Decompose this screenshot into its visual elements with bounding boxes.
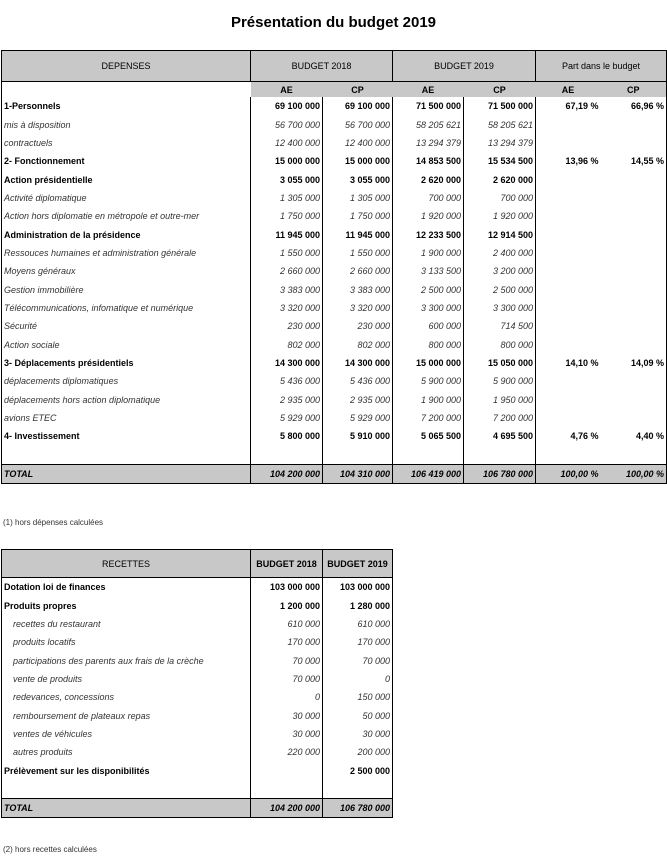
table-row (2, 743, 393, 761)
amount-cell: 30 000 (251, 725, 323, 743)
percent-cell: 100,00 % (601, 464, 667, 483)
row-label: TOTAL (2, 799, 251, 818)
table-row (2, 761, 393, 779)
row-label: Action sociale (2, 335, 251, 353)
amount-cell: 3 055 000 (323, 170, 393, 188)
amount-cell: 14 853 500 (393, 152, 464, 170)
amount-cell: 170 000 (251, 633, 323, 651)
amount-cell: 69 100 000 (251, 97, 323, 115)
amount-cell: 802 000 (323, 335, 393, 353)
row-label: contractuels (2, 134, 251, 152)
percent-cell (601, 372, 667, 390)
row-label: Sécurité (2, 317, 251, 335)
amount-cell: 2 935 000 (251, 391, 323, 409)
header-budget-2018: BUDGET 2018 (251, 51, 393, 82)
table-row (2, 335, 667, 353)
amount-cell: 610 000 (357, 618, 390, 629)
row-label: Action présidentielle (2, 170, 251, 188)
row-label: remboursement de plateaux repas (2, 706, 251, 724)
table-row (2, 262, 667, 280)
amount-cell: 71 500 000 (393, 97, 464, 115)
header-depenses: DEPENSES (2, 51, 251, 82)
amount-cell: 12 400 000 (323, 134, 393, 152)
total-row (2, 464, 667, 483)
percent-cell (536, 409, 601, 427)
table-row (2, 578, 393, 597)
header-budget-2018: BUDGET 2018 (251, 550, 323, 578)
footnote-recettes: (2) hors recettes calculées (3, 845, 97, 854)
amount-cell: 5 900 000 (393, 372, 464, 390)
percent-cell (601, 207, 667, 225)
table-row (2, 688, 393, 706)
amount-cell: 1 200 000 (251, 596, 323, 614)
amount-cell: 3 320 000 (251, 299, 323, 317)
amount-cell: 106 419 000 (393, 464, 464, 483)
percent-cell (601, 225, 667, 243)
amount-cell: 106 780 000 (464, 464, 536, 483)
amount-cell: 230 000 (323, 317, 393, 335)
amount-cell: 4 695 500 (464, 427, 536, 445)
amount-cell: 5 929 000 (323, 409, 393, 427)
amount-cell: 700 000 (393, 189, 464, 207)
amount-cell: 15 050 000 (464, 354, 536, 372)
percent-cell (601, 115, 667, 133)
row-label (2, 780, 251, 799)
amount-cell: 2 400 000 (464, 244, 536, 262)
amount-cell: 56 700 000 (251, 115, 323, 133)
percent-cell (536, 134, 601, 152)
amount-cell: 50 000 (362, 710, 390, 721)
amount-cell (251, 446, 323, 465)
amount-cell: 600 000 (393, 317, 464, 335)
table-row (2, 317, 667, 335)
percent-cell: 67,19 % (565, 101, 599, 112)
amount-cell: 14 300 000 (251, 354, 323, 372)
row-label: ventes de véhicules (2, 725, 251, 743)
percent-cell (601, 262, 667, 280)
amount-cell: 104 200 000 (251, 464, 323, 483)
percent-cell (536, 280, 601, 298)
amount-cell: 1 305 000 (323, 189, 393, 207)
row-label: Télécommunications, infomatique et numérique (2, 299, 251, 317)
percent-cell (536, 446, 601, 465)
amount-cell: 1 550 000 (251, 244, 323, 262)
percent-cell (601, 280, 667, 298)
amount-cell: 802 000 (251, 335, 323, 353)
header-part-budget: Part dans le budget (536, 51, 667, 82)
amount-cell (393, 446, 464, 465)
amount-cell: 2 500 000 (464, 280, 536, 298)
amount-cell (251, 761, 323, 779)
amount-cell: 7 200 000 (464, 409, 536, 427)
amount-cell: 13 294 379 (464, 134, 536, 152)
table-row (2, 207, 667, 225)
row-label: Gestion immobilière (2, 280, 251, 298)
percent-cell: 14,09 % (630, 357, 664, 368)
row-label: 4- Investissement (2, 427, 251, 445)
depenses-table (1, 50, 667, 484)
amount-cell: 3 055 000 (251, 170, 323, 188)
percent-cell: 13,96 % (565, 156, 599, 167)
percent-cell (536, 170, 601, 188)
table-row (2, 244, 667, 262)
row-label: produits locatifs (2, 633, 251, 651)
amount-cell: 1 950 000 (464, 391, 536, 409)
amount-cell: 170 000 (357, 637, 390, 648)
amount-cell: 71 500 000 (464, 97, 536, 115)
percent-cell (536, 335, 601, 353)
header-recettes: RECETTES (2, 550, 251, 578)
subheader-ae: AE (251, 82, 323, 98)
subheader-cp: CP (323, 82, 393, 98)
row-label: redevances, concessions (2, 688, 251, 706)
amount-cell: 1 900 000 (393, 244, 464, 262)
footnote-depenses: (1) hors dépenses calculées (3, 518, 104, 527)
amount-cell: 7 200 000 (393, 409, 464, 427)
amount-cell (251, 780, 323, 799)
percent-cell (536, 115, 601, 133)
amount-cell: 106 780 000 (323, 799, 393, 818)
amount-cell: 12 233 500 (393, 225, 464, 243)
percent-cell (536, 207, 601, 225)
table-row (2, 725, 393, 743)
amount-cell: 15 000 000 (323, 152, 393, 170)
amount-cell: 5 900 000 (464, 372, 536, 390)
amount-cell: 2 620 000 (464, 170, 536, 188)
row-label: Administration de la présidence (2, 225, 251, 243)
table-row (2, 596, 393, 614)
table-row (2, 651, 393, 669)
row-label: 2- Fonctionnement (2, 152, 251, 170)
amount-cell: 13 294 379 (393, 134, 464, 152)
amount-cell: 220 000 (251, 743, 323, 761)
amount-cell: 3 383 000 (323, 280, 393, 298)
percent-cell (601, 189, 667, 207)
percent-cell (536, 244, 601, 262)
amount-cell: 0 (251, 688, 323, 706)
row-label: Ressouces humaines et administration générale (2, 244, 251, 262)
row-label: 3- Déplacements présidentiels (2, 354, 251, 372)
amount-cell: 1 750 000 (323, 207, 393, 225)
percent-cell (536, 225, 601, 243)
table-row (2, 670, 393, 688)
row-label: vente de produits (2, 670, 251, 688)
amount-cell: 15 534 500 (464, 152, 536, 170)
table-row (2, 354, 667, 372)
table-row (2, 706, 393, 724)
subheader-blank (2, 82, 251, 98)
amount-cell: 3 300 000 (393, 299, 464, 317)
row-label: recettes du restaurant (2, 615, 251, 633)
amount-cell: 1 280 000 (349, 600, 390, 611)
row-label: 1-Personnels (2, 97, 251, 115)
amount-cell: 5 929 000 (251, 409, 323, 427)
percent-cell (536, 299, 601, 317)
amount-cell: 2 660 000 (251, 262, 323, 280)
row-label: Moyens généraux (2, 262, 251, 280)
amount-cell: 14 300 000 (323, 354, 393, 372)
amount-cell: 1 305 000 (251, 189, 323, 207)
row-label: Prélèvement sur les disponibilités (2, 761, 251, 779)
percent-cell: 66,96 % (630, 101, 664, 112)
amount-cell (323, 446, 393, 465)
amount-cell: 69 100 000 (323, 97, 393, 115)
percent-cell (536, 317, 601, 335)
amount-cell: 3 300 000 (464, 299, 536, 317)
amount-cell: 200 000 (357, 747, 390, 758)
table-row (2, 115, 667, 133)
amount-cell: 5 800 000 (251, 427, 323, 445)
percent-cell (601, 409, 667, 427)
table-row (2, 280, 667, 298)
amount-cell: 1 750 000 (251, 207, 323, 225)
amount-cell: 56 700 000 (323, 115, 393, 133)
table-row (2, 152, 667, 170)
amount-cell: 2 500 000 (393, 280, 464, 298)
subheader-cp: CP (464, 82, 536, 98)
amount-cell: 0 (384, 673, 390, 684)
amount-cell: 3 320 000 (323, 299, 393, 317)
amount-cell: 12 400 000 (251, 134, 323, 152)
amount-cell: 58 205 621 (393, 115, 464, 133)
amount-cell: 230 000 (251, 317, 323, 335)
amount-cell: 30 000 (362, 728, 390, 739)
percent-cell (536, 391, 601, 409)
row-label: avions ETEC (2, 409, 251, 427)
row-label: Dotation loi de finances (2, 578, 251, 597)
percent-cell (601, 391, 667, 409)
amount-cell: 5 436 000 (251, 372, 323, 390)
header-budget-2019: BUDGET 2019 (393, 51, 536, 82)
amount-cell: 15 000 000 (393, 354, 464, 372)
percent-cell (601, 299, 667, 317)
table-row (2, 134, 667, 152)
subheader-ae: AE (536, 82, 601, 98)
table-row (2, 391, 667, 409)
amount-cell: 11 945 000 (251, 225, 323, 243)
amount-cell: 103 000 000 (251, 578, 323, 597)
amount-cell: 12 914 500 (464, 225, 536, 243)
percent-cell: 100,00 % (536, 464, 601, 483)
percent-cell (601, 446, 667, 465)
amount-cell: 58 205 621 (464, 115, 536, 133)
table-row (2, 97, 667, 115)
table-row (2, 225, 667, 243)
amount-cell: 1 900 000 (393, 391, 464, 409)
table-row (2, 299, 667, 317)
percent-cell: 14,55 % (630, 156, 664, 167)
table-row (2, 170, 667, 188)
percent-cell (601, 244, 667, 262)
total-row (2, 799, 393, 818)
row-label (2, 446, 251, 465)
percent-cell (601, 317, 667, 335)
amount-cell: 800 000 (393, 335, 464, 353)
amount-cell: 2 620 000 (393, 170, 464, 188)
table-row (2, 446, 667, 465)
amount-cell: 1 920 000 (464, 207, 536, 225)
amount-cell: 800 000 (464, 335, 536, 353)
amount-cell: 103 000 000 (339, 582, 390, 593)
table-row (2, 409, 667, 427)
percent-cell (536, 189, 601, 207)
subheader-cp: CP (601, 82, 667, 98)
row-label: Produits propres (2, 596, 251, 614)
table-row (2, 189, 667, 207)
amount-cell: 714 500 (464, 317, 536, 335)
amount-cell: 610 000 (251, 615, 323, 633)
subheader-ae: AE (393, 82, 464, 98)
percent-cell: 4,40 % (635, 431, 664, 442)
percent-cell (601, 335, 667, 353)
amount-cell: 700 000 (464, 189, 536, 207)
table-row (2, 427, 667, 445)
amount-cell: 150 000 (357, 692, 390, 703)
amount-cell: 70 000 (251, 670, 323, 688)
amount-cell: 2 935 000 (323, 391, 393, 409)
percent-cell: 4,76 % (570, 431, 599, 442)
header-budget-2019: BUDGET 2019 (323, 550, 393, 578)
table-row (2, 615, 393, 633)
amount-cell (323, 780, 393, 799)
percent-cell (601, 134, 667, 152)
amount-cell (464, 446, 536, 465)
percent-cell (536, 262, 601, 280)
page-title: Présentation du budget 2019 (230, 14, 437, 31)
row-label: participations des parents aux frais de la crèche (2, 651, 251, 669)
amount-cell: 104 200 000 (251, 799, 323, 818)
row-label: Action hors diplomatie en métropole et outre-mer (2, 207, 251, 225)
recettes-table (1, 549, 393, 818)
row-label: TOTAL (2, 464, 251, 483)
amount-cell: 1 920 000 (393, 207, 464, 225)
amount-cell: 3 133 500 (393, 262, 464, 280)
amount-cell: 3 383 000 (251, 280, 323, 298)
amount-cell: 5 436 000 (323, 372, 393, 390)
amount-cell: 70 000 (362, 655, 390, 666)
amount-cell: 1 550 000 (323, 244, 393, 262)
percent-cell (601, 170, 667, 188)
percent-cell (536, 372, 601, 390)
amount-cell: 11 945 000 (323, 225, 393, 243)
amount-cell: 30 000 (251, 706, 323, 724)
row-label: autres produits (2, 743, 251, 761)
amount-cell: 15 000 000 (251, 152, 323, 170)
amount-cell: 104 310 000 (323, 464, 393, 483)
table-row (2, 372, 667, 390)
amount-cell: 5 910 000 (323, 427, 393, 445)
table-row (2, 633, 393, 651)
amount-cell: 2 500 000 (349, 765, 390, 776)
amount-cell: 2 660 000 (323, 262, 393, 280)
amount-cell: 5 065 500 (393, 427, 464, 445)
row-label: déplacements diplomatiques (2, 372, 251, 390)
amount-cell: 3 200 000 (464, 262, 536, 280)
percent-cell: 14,10 % (565, 357, 599, 368)
row-label: mis à disposition (2, 115, 251, 133)
row-label: Activité diplomatique (2, 189, 251, 207)
table-row (2, 780, 393, 799)
row-label: déplacements hors action diplomatique (2, 391, 251, 409)
amount-cell: 70 000 (251, 651, 323, 669)
